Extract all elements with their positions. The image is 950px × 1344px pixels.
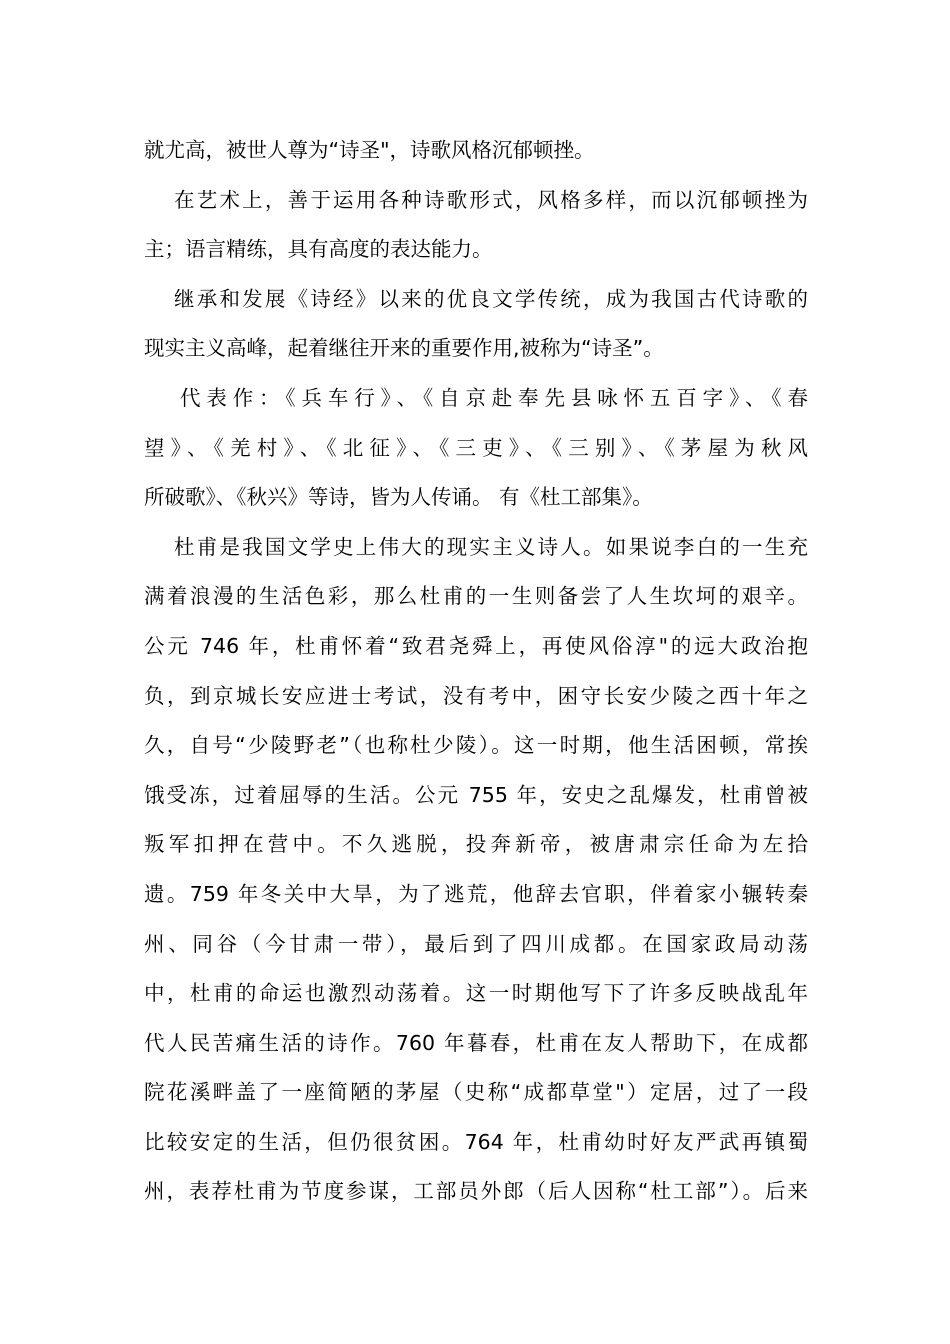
- text-line: 州，表荐杜甫为节度参谋，工部员外郎（后人因称“杜工部”）。后来: [144, 1179, 808, 1204]
- text-line: 就尤高，被世人尊为“诗圣"，诗歌风格沉郁顿挫。: [144, 138, 595, 162]
- body-text: [144, 126, 808, 1217]
- text-line: 饿受冻，过着屈辱的生活。公元 755 年，安史之乱爆发，杜甫曾被: [144, 782, 808, 807]
- text-line: 杜甫是我国文学史上伟大的现实主义诗人。如果说李白的一生充: [174, 534, 808, 559]
- text-line: 继承和发展《诗经》以来的优良文学传统，成为我国古代诗歌的: [174, 286, 808, 311]
- text-line: 负，到京城长安应进士考试，没有考中，困守长安少陵之西十年之: [144, 683, 808, 708]
- text-line: 遗。759 年冬关中大旱，为了逃荒，他辞去官职，伴着家小辗转秦: [144, 881, 808, 906]
- text-line: 所破歌》、《秋兴》等诗，皆为人传诵。 有《杜工部集》。: [144, 485, 653, 510]
- text-line: 州、同谷（今甘肃一带），最后到了四川成都。在国家政局动荡: [144, 931, 808, 956]
- text-line: 中，杜甫的命运也激烈动荡着。这一时期他写下了许多反映战乱年: [144, 981, 808, 1006]
- text-line: 满着浪漫的生活色彩，那么杜甫的一生则备尝了人生坎坷的艰辛。: [144, 584, 808, 609]
- text-line: 主；语言精练，具有高度的表达能力。: [144, 237, 493, 262]
- text-line: 叛军扣押在营中。不久逃脱，投奔新帝，被唐肃宗任命为左拾: [144, 832, 808, 857]
- text-line: 在艺术上，善于运用各种诗歌形式，风格多样，而以沉郁顿挫为: [174, 187, 808, 212]
- text-line: 代人民苦痛生活的诗作。760 年暮春，杜甫在友人帮助下，在成都: [144, 1030, 808, 1055]
- text-line: 代表作：《兵车行》、《自京赴奉先县咏怀五百字》、《春: [180, 385, 808, 410]
- text-line: 现实主义高峰，起着继往开来的重要作用,被称为“诗圣”。: [144, 336, 664, 361]
- text-line: 望》、《羌村》、《北征》、《三吏》、《三别》、《茅屋为秋风: [144, 435, 808, 460]
- text-line: 久，自号“少陵野老”（也称杜少陵）。这一时期，他生活困顿，常挨: [144, 733, 808, 758]
- text-line: 院花溪畔盖了一座简陋的茅屋（史称“成都草堂"）定居，过了一段: [144, 1080, 808, 1105]
- text-line: 比较安定的生活，但仍很贫困。764 年，杜甫幼时好友严武再镇蜀: [144, 1129, 808, 1154]
- text-line: 公元 746 年，杜甫怀着“致君尧舜上，再使风俗淳"的远大政治抱: [144, 633, 808, 658]
